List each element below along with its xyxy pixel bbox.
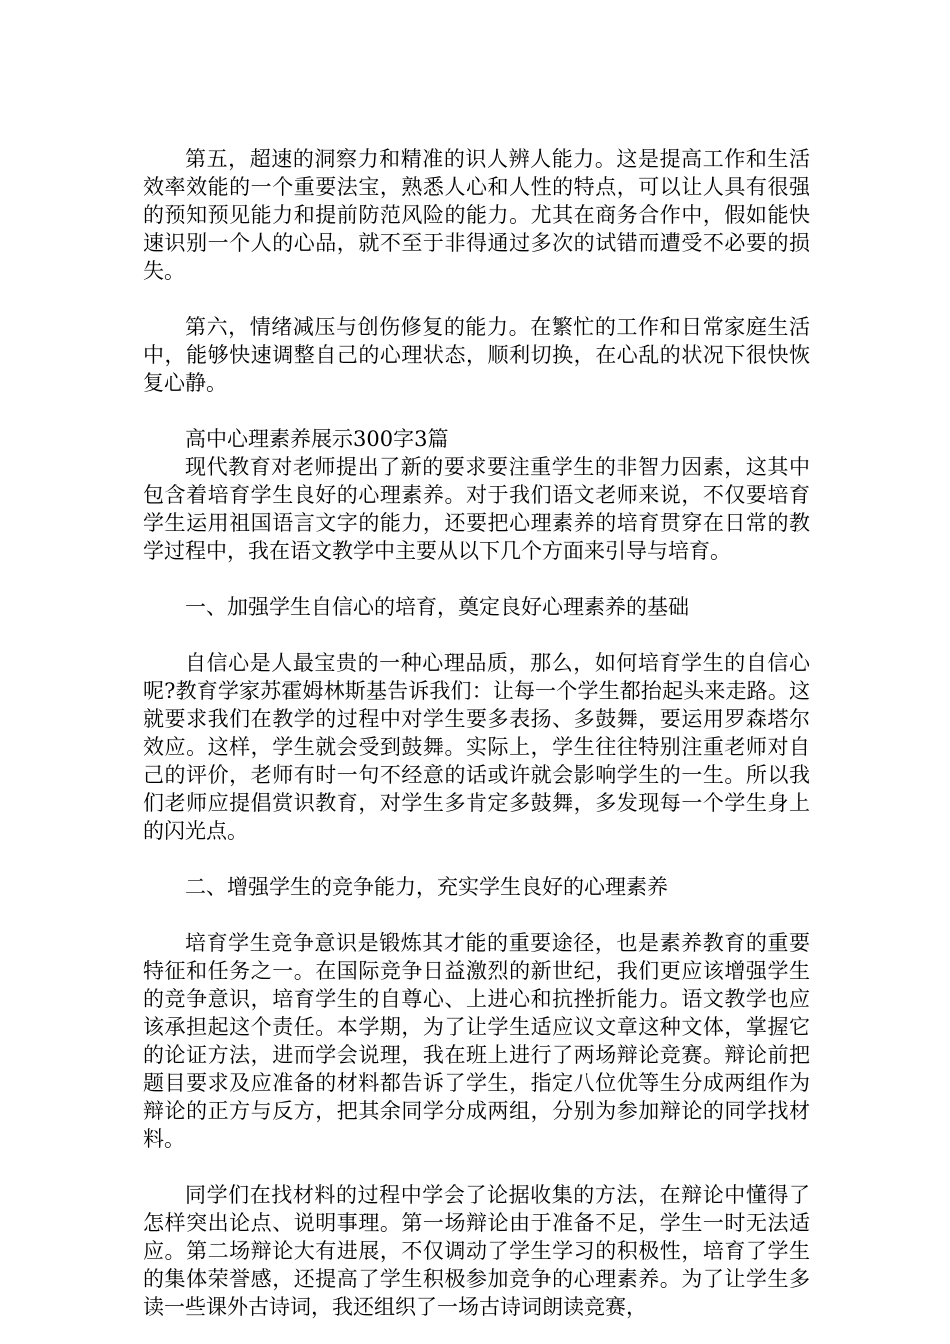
- paragraph-competition: 培育学生竞争意识是锻炼其才能的重要途径，也是素养教育的重要特征和任务之一。在国际竞争日益激烈的新世纪，我们更应该增强学生的竞争意识，培育学生的自尊心、上进心和抗挫折能力。语文教学也应该承担起这个责任。本学期，为了让学生适应议文章这种文体，掌握它的论证方法，进而学会说理，我在班上进行了两场辩论竞赛。辩论前把题目要求及应准备的材料都告诉了学生，指定八位优等生分成两组作为辩论的正方与反方，把其余同学分成两组，分别为参加辩论的同学找材料。: [143, 931, 810, 1151]
- paragraph-sixth-ability: 第六，情绪减压与创伤修复的能力。在繁忙的工作和日常家庭生活中，能够快速调整自己的心理状态，顺利切换，在心乱的状况下很快恢复心静。: [143, 315, 810, 395]
- heading-confidence: 一、加强学生自信心的培育，奠定良好心理素养的基础: [185, 595, 689, 619]
- paragraph-confidence: 自信心是人最宝贵的一种心理品质，那么，如何培育学生的自信心呢?教育学家苏霍姆林斯基告诉我们：让每一个学生都抬起头来走路。这就要求我们在教学的过程中对学生要多表扬、多鼓舞，要运用罗森塔尔效应。这样，学生就会受到鼓舞。实际上，学生往往特别注重老师对自己的评价，老师有时一句不经意的话或许就会影响学生的一生。所以我们老师应提倡赏识教育，对学生多肯定多鼓舞，多发现每一个学生身上的闪光点。: [143, 651, 810, 843]
- paragraph-fifth-ability: 第五，超速的洞察力和精准的识人辨人能力。这是提高工作和生活效率效能的一个重要法宝，熟悉人心和人性的特点，可以让人具有很强的预知预见能力和提前防范风险的能力。尤其在商务合作中，假如能快速识别一个人的心品，就不至于非得通过多次的试错而遭受不必要的损失。: [143, 147, 810, 283]
- section-title: 高中心理素养展示300字3篇: [185, 427, 449, 451]
- document-body: [143, 145, 810, 1321]
- paragraph-intro: 现代教育对老师提出了新的要求要注重学生的非智力因素，这其中包含着培育学生良好的心理素养。对于我们语文老师来说，不仅要培育学生运用祖国语言文字的能力，还要把心理素养的培育贯穿在日常的教学过程中，我在语文教学中主要从以下几个方面来引导与培育。: [143, 455, 810, 563]
- paragraph-debate: 同学们在找材料的过程中学会了论据收集的方法，在辩论中懂得了怎样突出论点、说明事理。第一场辩论由于准备不足，学生一时无法适应。第二场辩论大有进展，不仅调动了学生学习的积极性，培育了学生的集体荣誉感，还提高了学生积极参加竞争的心理素养。为了让学生多读一些课外古诗词，我还组织了一场古诗词朗读竞赛，: [143, 1183, 810, 1319]
- heading-competition: 二、增强学生的竞争能力，充实学生良好的心理素养: [185, 875, 668, 899]
